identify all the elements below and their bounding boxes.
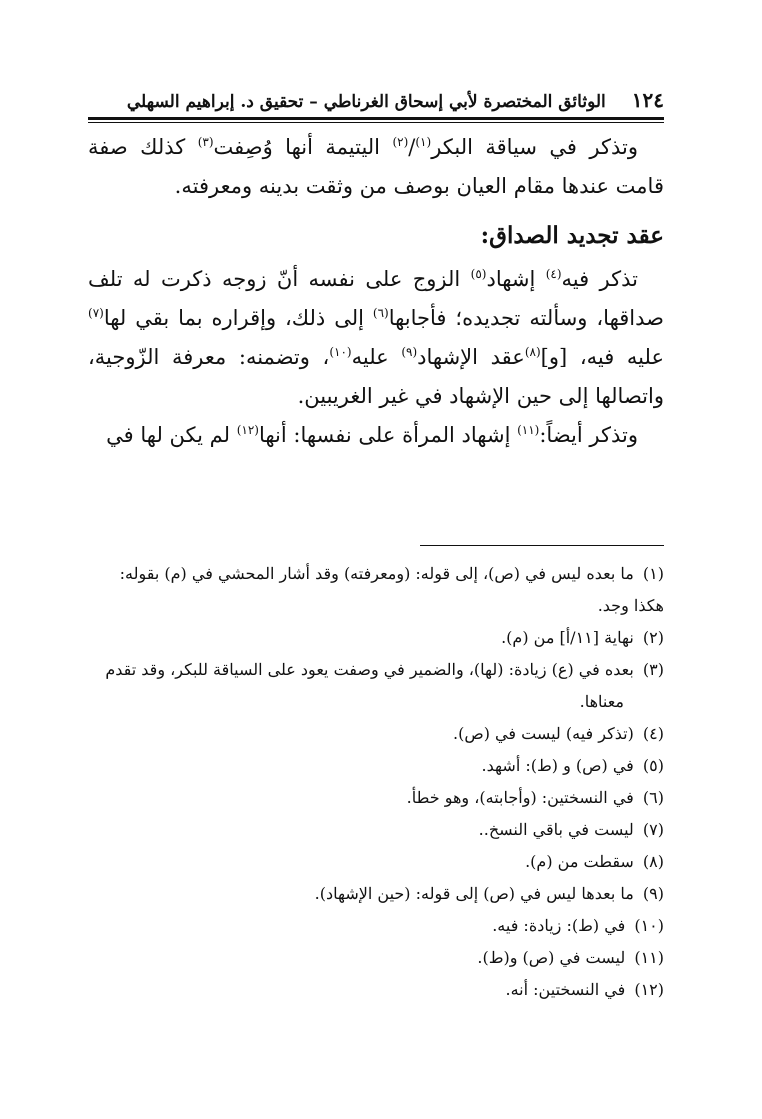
text-run: عليه فيه، [و] — [540, 345, 664, 369]
footnote-number: (١١) — [634, 948, 664, 967]
footnote-ref: (٣) — [197, 135, 214, 149]
text-run: كذلك صفة قامت عندها مقام العيان بوصف من وثقت بدينه ومعرفته. — [88, 135, 664, 198]
footnote-ref: (٦) — [372, 306, 389, 320]
section-heading: عقد تجديد الصداق: — [480, 222, 664, 249]
footnote — [88, 750, 664, 782]
paragraph-1 — [88, 128, 664, 206]
footnote — [88, 654, 664, 686]
text-run: إشهاد — [486, 267, 546, 291]
text-run: لم يكن لها في — [106, 423, 237, 447]
footnote-ref: (٢) — [392, 135, 409, 149]
footnote-number: (١٢) — [634, 980, 664, 999]
text-run: وتذكر في سياقة البكر — [431, 135, 638, 159]
header-rule-thin — [88, 122, 664, 123]
footnote-ref: (٥) — [470, 267, 487, 281]
footnote-text: بعده في (ع) زيادة: (لها)، والضمير في وصفت يعود على السياقة للبكر، وقد تقدم — [105, 660, 634, 679]
footnote-number: (٣) — [642, 660, 664, 679]
footnote-text: في النسختين: (وأجابته)، وهو خطأ. — [406, 788, 634, 807]
footnote-ref: (١٢) — [236, 423, 259, 437]
running-title: الوثائق المختصرة لأبي إسحاق الغرناطي – تحقيق د. إبراهيم السهلي — [126, 92, 606, 112]
footnote — [88, 782, 664, 814]
text-run: إشهاد المرأة على نفسها: أنها — [258, 423, 518, 447]
footnote-ref: (١٠) — [329, 345, 352, 359]
footnote — [88, 878, 664, 910]
footnote-continuation: معناها. — [579, 692, 624, 711]
footnote-text: في النسختين: أنه. — [505, 980, 626, 999]
footnote-number: (١) — [642, 564, 664, 583]
footnote — [88, 974, 664, 1006]
paragraph-2 — [88, 260, 664, 416]
text-run: / — [408, 135, 416, 159]
text-run: إلى ذلك، وإقراره بما بقي لها — [103, 306, 373, 330]
footnote-number: (٨) — [642, 852, 664, 871]
page-header — [88, 88, 664, 112]
footnote-text: ما بعدها ليس في (ص) إلى قوله: (حين الإشهاد). — [314, 884, 634, 903]
main-text — [88, 128, 664, 455]
text-run: اليتيمة أنها وُصِفت — [213, 135, 393, 159]
text-run: ، وتضمنه: معرفة الزّوجية، واتصالها إلى حين الإشهاد في غير الغريبين. — [88, 345, 664, 408]
footnote-text: (تذكر فيه) ليست في (ص). — [453, 724, 634, 743]
footnote-text: في (ط): زيادة: فيه. — [492, 916, 626, 935]
text-run: الزوج على نفسه أنّ زوجه ذكرت له تلف صداقها، وسألته تجديده؛ فأجابها — [88, 267, 664, 330]
footnote-ref: (٧) — [88, 306, 104, 320]
footnote-number: (٤) — [642, 724, 664, 743]
footnote — [88, 718, 664, 750]
paragraph-3 — [88, 416, 664, 455]
footnote-separator — [420, 545, 664, 546]
footnote-text: ما بعده ليس في (ص)، إلى قوله: (ومعرفته) وقد أشار المحشي في (م) بقوله: هكذا وجد. — [119, 564, 664, 615]
footnote-text: في (ص) و (ط): أشهد. — [481, 756, 634, 775]
footnote — [88, 942, 664, 974]
footnote-text: ليست في (ص) و(ط). — [477, 948, 626, 967]
footnote — [88, 622, 664, 654]
page-number: ١٢٤ — [631, 88, 664, 112]
footnote — [88, 910, 664, 942]
footnote-number: (٦) — [642, 788, 664, 807]
text-run: تذكر فيه — [561, 267, 638, 291]
footnote-number: (٢) — [642, 628, 664, 647]
footnote — [88, 846, 664, 878]
footnote-ref: (٤) — [545, 267, 562, 281]
footnote-ref: (١) — [415, 135, 432, 149]
text-run: عقد الإشهاد — [417, 345, 525, 369]
header-rule — [88, 117, 664, 120]
footnote — [88, 558, 664, 622]
footnote-text: نهاية [١١/أ] من (م). — [501, 628, 634, 647]
footnote-number: (١٠) — [634, 916, 664, 935]
footnote-ref: (٨) — [524, 345, 541, 359]
footnote — [88, 814, 664, 846]
footnotes — [88, 558, 664, 1006]
footnote-number: (٥) — [642, 756, 664, 775]
footnote-number: (٧) — [642, 820, 664, 839]
footnote-ref: (١١) — [517, 423, 540, 437]
footnote-number: (٩) — [642, 884, 664, 903]
text-run: وتذكر أيضاً: — [539, 423, 638, 447]
footnote-text: سقطت من (م). — [525, 852, 634, 871]
footnote-ref: (٩) — [401, 345, 418, 359]
footnote-text: ليست في باقي النسخ.. — [478, 820, 634, 839]
text-run: عليه — [351, 345, 402, 369]
